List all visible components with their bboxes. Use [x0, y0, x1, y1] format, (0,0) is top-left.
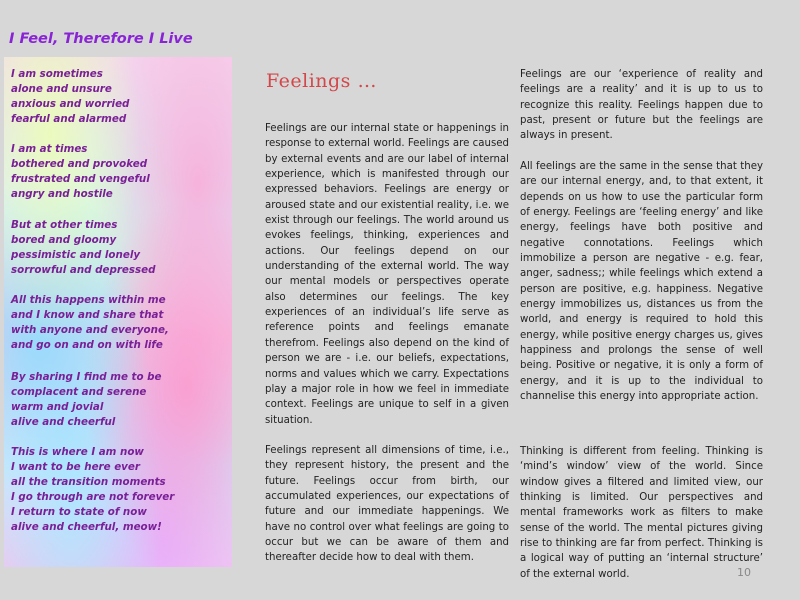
poem-line: By sharing I find me to be	[11, 371, 162, 383]
poem-line: alive and cheerful, meow!	[11, 521, 162, 533]
poem-line: and I know and share that	[11, 309, 164, 321]
page-title: I Feel, Therefore I Live	[9, 31, 193, 47]
poem-stanza	[11, 445, 174, 535]
poem-line: I go through are not forever	[11, 491, 175, 503]
poem-line: bored and gloomy	[11, 234, 117, 246]
poem-line: bothered and provoked	[11, 158, 148, 170]
page-number: 10	[737, 566, 751, 579]
poem-line: But at other times	[11, 219, 118, 231]
poem-panel	[4, 57, 232, 567]
poem-line: with anyone and everyone,	[11, 324, 169, 336]
poem-stanza	[11, 67, 129, 127]
poem-line: This is where I am now	[11, 446, 144, 458]
poem-line: sorrowful and depressed	[11, 264, 156, 276]
poem-line: I am at times	[11, 143, 88, 155]
feelings-heading: Feelings …	[266, 70, 377, 92]
poem-line: alive and cheerful	[11, 416, 116, 428]
poem-line: angry and hostile	[11, 188, 113, 200]
poem-line: All this happens within me	[11, 294, 166, 306]
poem-line: complacent and serene	[11, 386, 147, 398]
body-paragraph: All feelings are the same in the sense that they are our internal energy, and, to that extent, it depends on us how to use the particular form of energy. Feelings are ‘feeling energy’ and like energy, feelings have both positive and negative connotations. Feelings which immobilize a person are negative - e.g. fear, anger, sadness;; while feelings which extend a person are positive, e.g. happiness. Negative energy immobilizes us, distances us from the world, and energy is required to hold this energy, while positive energy charges us, gives happiness and prolongs the sense of well being. Positive or negative, it is only a form of energy, and it is up to the individual to channelise this energy into appropriate action.	[520, 161, 763, 403]
poem-stanza	[11, 293, 169, 353]
poem-line: pessimistic and lonely	[11, 249, 141, 261]
poem-line: warm and jovial	[11, 401, 104, 413]
body-paragraph: Feelings are our ‘experience of reality and feelings are a reality’ and it is up to us to recognize this reality. Feelings happen due to past, present or future but the feelings are always in present.	[520, 69, 763, 142]
body-paragraph: Feelings are our internal state or happenings in response to external world. Feelings are caused by external events and are our label of internal experience, which is manifested through our expressed behaviors. Feelings are energy or aroused state and our existential reality, i.e. we exist through our feelings. The world around us evokes feelings, thinking, experiences and actions. Our feelings depend on our understanding of the external world. The way our mental models or perspectives operate also determines our feelings. The key experiences of an individual’s life serve as reference points and feelings emanate therefrom. Feelings also depend on the kind of person we are - i.e. our beliefs, expectations, norms and values which we carry. Expectations play a major role in how we feel in immediate context. Feelings are unique to self in a given situation.	[265, 123, 509, 426]
poem-line: fearful and alarmed	[11, 113, 127, 125]
poem-stanza	[11, 370, 162, 430]
body-paragraph: Thinking is different from feeling. Thinking is ‘mind’s window’ view of the world. Since window gives a filtered and limited view, our thinking is limited. Our perspectives and mental frameworks work as filters to make sense of the world. The mental pictures giving rise to thinking are far from perfect. Thinking is a logical way of putting an ‘internal structure’ of the external world.	[520, 446, 763, 580]
poem-line: and go on and on with life	[11, 339, 163, 351]
poem-line: I want to be here ever	[11, 461, 140, 473]
poem-line: frustrated and vengeful	[11, 173, 150, 185]
poem-line: alone and unsure	[11, 83, 112, 95]
poem-stanza	[11, 142, 150, 202]
body-paragraph: Feelings represent all dimensions of time, i.e., they represent history, the present and the future. Feelings occur from birth, our accumulated experiences, our expectations of future and our immediate happenings. We have no control over what feelings are going to occur but we can be aware of them and thereafter decide how to deal with them.	[265, 445, 509, 564]
poem-line: all the transition moments	[11, 476, 166, 488]
poem-line: anxious and worried	[11, 98, 130, 110]
poem-stanza	[11, 218, 156, 278]
poem-line: I am sometimes	[11, 68, 103, 80]
poem-line: I return to state of now	[11, 506, 147, 518]
